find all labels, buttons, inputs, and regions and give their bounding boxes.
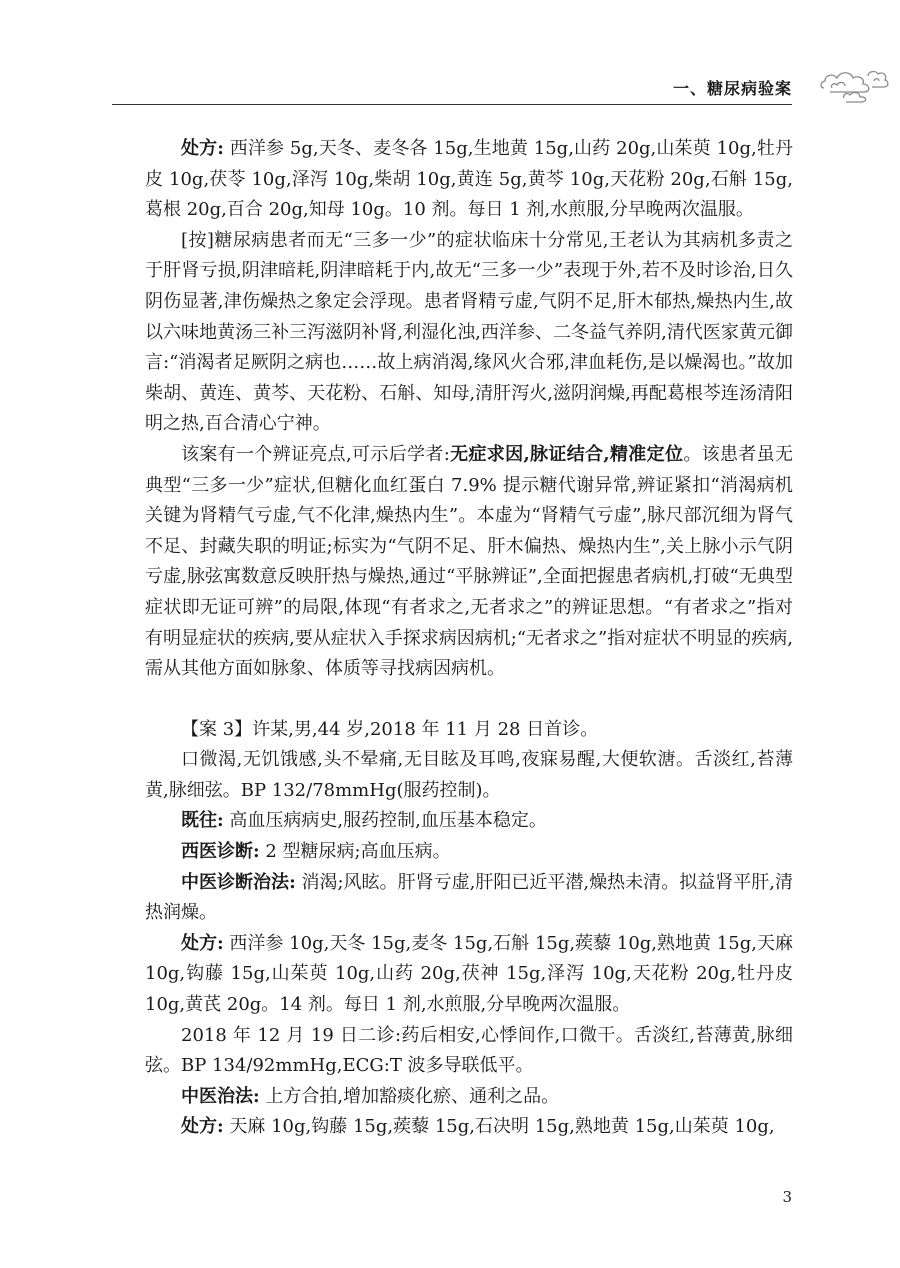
prescription-text: 西洋参 10g,天冬 15g,麦冬 15g,石斛 15g,蒺藜 10g,熟地黄 15g,天麻 10g,钩藤 15g,山茱萸 10g,山药 20g,茯神 15g,泽泻 10g,天花粉 20g,牡丹皮 10g,黄芪 20g。14 剂。每日 1 剂,水煎服,分早晚两次温服。 [145, 932, 793, 1016]
western-diagnosis-paragraph [145, 837, 793, 868]
western-diagnosis-label: 西医诊断: [181, 841, 260, 863]
western-diagnosis-text: 2 型糖尿病;高血压病。 [259, 841, 451, 863]
page-body [145, 134, 793, 1143]
history-text: 高血压病病史,服药控制,血压基本稳定。 [223, 810, 547, 832]
prescription-paragraph-3 [145, 1112, 793, 1143]
history-label: 既往: [181, 810, 224, 832]
commentary-paragraph [145, 226, 793, 440]
tcm-treatment-label: 中医治法: [181, 1085, 260, 1107]
highlight-paragraph [145, 440, 793, 685]
highlight-pre: 该案有一个辨证亮点,可示后学者: [181, 443, 450, 465]
highlight-bold: 无症求因,脉证结合,精准定位 [449, 443, 684, 465]
prescription-label: 处方: [181, 1116, 224, 1138]
header-title: 一、糖尿病验案 [672, 79, 792, 98]
running-header [112, 60, 792, 105]
page-number: 3 [782, 1188, 792, 1206]
case3-heading [145, 715, 793, 746]
prescription-label: 处方: [181, 932, 224, 954]
symptom-paragraph [145, 745, 793, 806]
commentary-text: [按]糖尿病患者而无“三多一少”的症状临床十分常见,王老认为其病机多责之于肝肾亏损,阴津暗耗,阴津暗耗于内,故无“三多一少”表现于外,若不及时诊治,日久阴伤显著,津伤燥热之象定会浮现。患者肾精亏虚,气阴不足,肝木郁热,燥热内生,故以六味地黄汤三补三泻滋阴补肾,利湿化浊,西洋参、二冬益气养阴,清代医家黄元御言:“消渴者足厥阴之病也……故上病消渴,缘风火合邪,津血耗伤,是以燥渴也。”故加柴胡、黄连、黄芩、天花粉、石斛、知母,清肝泻火,滋阴润燥,再配葛根芩连汤清阳明之热,百合清心宁神。 [145, 229, 793, 435]
cloud-ornament-icon [818, 64, 890, 104]
second-visit-paragraph [145, 1021, 793, 1082]
prescription-label: 处方: [181, 138, 224, 159]
symptom-text: 口微渴,无饥饿感,头不晕痛,无目眩及耳鸣,夜寐易醒,大便软溏。舌淡红,苔薄黄,脉细弦。BP 132/78mmHg(服药控制)。 [145, 749, 793, 801]
tcm-diagnosis-text: 消渴;风眩。肝肾亏虚,肝阳已近平潜,燥热未清。拟益肾平肝,清热润燥。 [145, 871, 793, 924]
prescription-paragraph-2 [145, 929, 793, 1021]
prescription-paragraph-1 [145, 134, 793, 226]
highlight-post: 。该患者虽无典型“三多一少”症状,但糖化血红蛋白 7.9% 提示糖代谢异常,辨证紧扣“消渴病机关键为肾精气亏虚,气不化津,燥热内生”。本虚为“肾精气亏虚”,脉尺部沉细为肾气不足、封藏失职的明证;标实为“气阴不足、肝木偏热、燥热内生”,关上脉小示气阴亏虚,脉弦寓数意反映肝热与燥热,通过“平脉辨证”,全面把握患者病机,打破“无典型症状即无证可辨”的局限,体现“有者求之,无者求之”的辨证思想。“有者求之”指对有明显症状的疾病,要从症状入手探求病因病机;“无者求之”指对症状不明显的疾病,需从其他方面如脉象、体质等寻找病因病机。 [145, 443, 793, 680]
case3-text: 许某,男,44 岁,2018 年 11 月 28 日首诊。 [252, 718, 599, 740]
prescription-text: 西洋参 5g,天冬、麦冬各 15g,生地黄 15g,山药 20g,山茱萸 10g,牡丹皮 10g,茯苓 10g,泽泻 10g,柴胡 10g,黄连 5g,黄芩 10g,天花粉 20g,石斛 15g,葛根 20g,百合 20g,知母 10g。10 剂。每日 1 剂,水煎服,分早晚两次温服。 [145, 138, 793, 221]
tcm-diagnosis-paragraph [145, 868, 793, 929]
tcm-diagnosis-label: 中医诊断治法: [181, 871, 296, 893]
case3-label: 【案 3】 [181, 718, 253, 740]
tcm-treatment-paragraph [145, 1082, 793, 1113]
history-paragraph [145, 806, 793, 837]
prescription-text: 天麻 10g,钩藤 15g,蒺藜 15g,石决明 15g,熟地黄 15g,山茱萸 10g, [223, 1116, 775, 1138]
second-visit-text: 2018 年 12 月 19 日二诊:药后相安,心悸间作,口微干。舌淡红,苔薄黄,脉细弦。BP 134/92mmHg,ECG:T 波多导联低平。 [145, 1024, 793, 1077]
tcm-treatment-text: 上方合拍,增加豁痰化瘀、通利之品。 [259, 1085, 560, 1107]
